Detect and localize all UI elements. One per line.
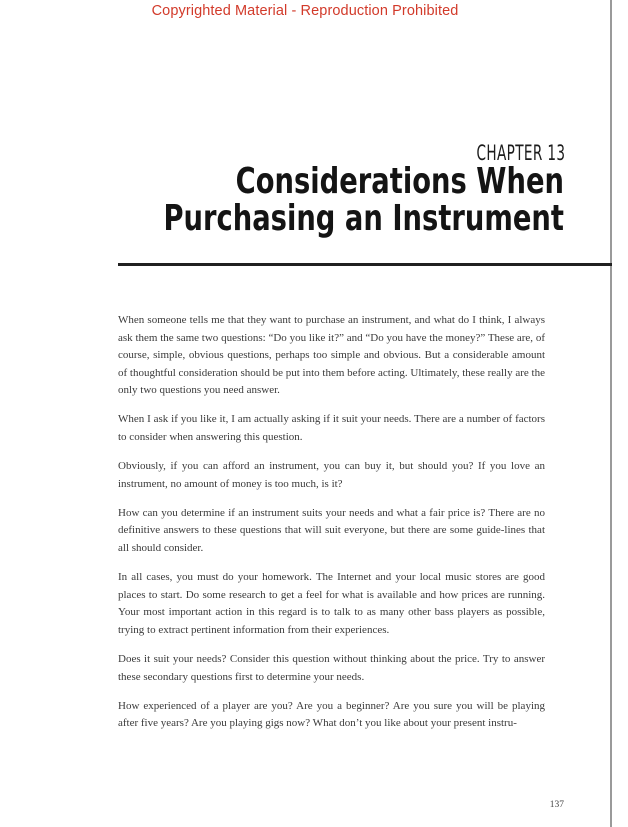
chapter-title-line-1: Considerations When [235,161,564,202]
chapter-title [163,163,564,237]
paragraph: How experienced of a player are you? Are you a beginner? Are you sure you will be playing after five years? Are you playing gigs now? What don’t you like about your present instru- [118,699,545,730]
chapter-heading-rule [118,263,612,266]
page-edge-divider [610,0,612,827]
paragraph: When someone tells me that they want to purchase an instrument, and what do I think, I always ask them the same two questions: “Do you like it?” and “Do you have the money?” These are, of course, simple, obvious questions, perhaps too simple and obvious. But a considerable amount of thoughtful consideration should be put into them before acting. Ultimately, these really are the only two questions you need answer. [118,314,545,397]
copyright-notice: Copyrighted Material - Reproduction Prohibited [151,3,459,19]
chapter-label: CHAPTER 13 [476,141,565,165]
paragraph: Obviously, if you can afford an instrument, you can buy it, but should you? If you love an instrument, no amount of money is too much, is it? [118,460,545,490]
chapter-title-line-2: Purchasing an Instrument [163,198,564,239]
chapter-body [118,312,545,744]
paragraph: When I ask if you like it, I am actually asking if it suit your needs. There are a number of factors to consider when answering this question. [118,413,545,444]
paragraph: In all cases, you must do your homework. The Internet and your local music stores are good places to start. Do some research to get a feel for what is available and how prices are running. Your most important action in this regard is to talk to as many other bass players as possible, trying to extract pertinent information from their experiences. [118,571,545,636]
page-number: 137 [549,800,564,810]
paragraph: Does it suit your needs? Consider this question without thinking about the price. Try to answer these secondary questions first to determine your needs. [118,653,545,683]
paragraph: How can you determine if an instrument suits your needs and what a fair price is? There are no definitive answers to these questions that will suit everyone, but there are some guide-lines that all should consider. [118,506,545,555]
